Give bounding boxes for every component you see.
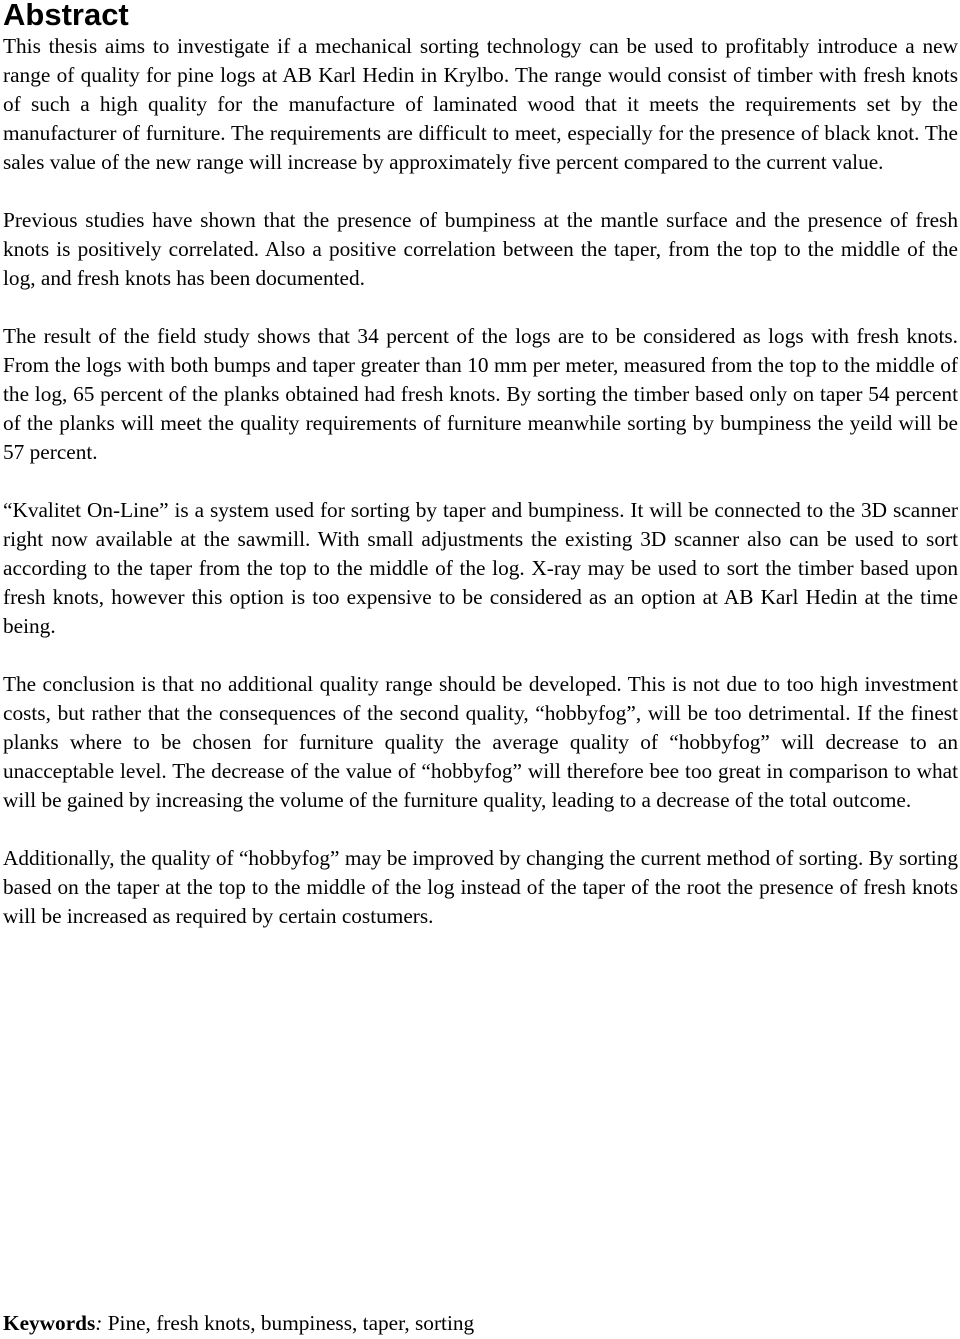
paragraph-spacer: [3, 641, 958, 670]
keywords-values: Pine, fresh knots, bumpiness, taper, sorting: [102, 1311, 475, 1335]
paragraph-spacer: [3, 815, 958, 844]
document-page: [3, 0, 958, 1339]
abstract-paragraph-3: The result of the field study shows that 34 percent of the logs are to be considered as logs with fresh knots. From the logs with both bumps and taper greater than 10 mm per meter, measured from the top to the middle of the log, 65 percent of the planks obtained had fresh knots. By sorting the timber based only on taper 54 percent of the planks will meet the quality requirements of furniture meanwhile sorting by bumpiness the yeild will be 57 percent.: [3, 324, 958, 464]
abstract-paragraph-6: Additionally, the quality of “hobbyfog” may be improved by changing the current method of sorting. By sorting based on the taper at the top to the middle of the log instead of the taper of the root the presence of fresh knots will be increased as required by certain costumers.: [3, 846, 958, 928]
abstract-paragraph-4: “Kvalitet On-Line” is a system used for sorting by taper and bumpiness. It will be connected to the 3D scanner right now available at the sawmill. With small adjustments the existing 3D scanner also can be used to sort according to the taper from the top to the middle of the log. X-ray may be used to sort the timber based upon fresh knots, however this option is too expensive to be considered as an option at AB Karl Hedin at the time being.: [3, 498, 958, 638]
abstract-paragraph-5: The conclusion is that no additional quality range should be developed. This is not due to too high investment costs, but rather that the consequences of the second quality, “hobbyfog”, will be too detrimental. If the finest planks where to be chosen for furniture quality the average quality of “hobbyfog” will decrease to an unacceptable level. The decrease of the value of “hobbyfog” will therefore bee too great in comparison to what will be gained by increasing the volume of the furniture quality, leading to a decrease of the total outcome.: [3, 672, 958, 812]
keywords-line: [3, 1309, 474, 1338]
abstract-heading: Abstract: [3, 0, 129, 32]
abstract-paragraph-2: Previous studies have shown that the presence of bumpiness at the mantle surface and the presence of fresh knots is positively correlated. Also a positive correlation between the taper, from the top to the middle of the log, and fresh knots has been documented.: [3, 208, 958, 290]
paragraph-spacer: [3, 293, 958, 322]
paragraph-spacer: [3, 467, 958, 496]
abstract-paragraph-1: This thesis aims to investigate if a mechanical sorting technology can be used to profitably introduce a new range of quality for pine logs at AB Karl Hedin in Krylbo. The range would consist of timber with fresh knots of such a high quality for the manufacture of laminated wood that it meets the requirements set by the manufacturer of furniture. The requirements are difficult to meet, especially for the presence of black knot. The sales value of the new range will increase by approximately five percent compared to the current value.: [3, 34, 958, 174]
paragraph-spacer: [3, 177, 958, 206]
keywords-label: Keywords: [3, 1311, 96, 1335]
keywords-colon: :: [95, 1311, 103, 1335]
